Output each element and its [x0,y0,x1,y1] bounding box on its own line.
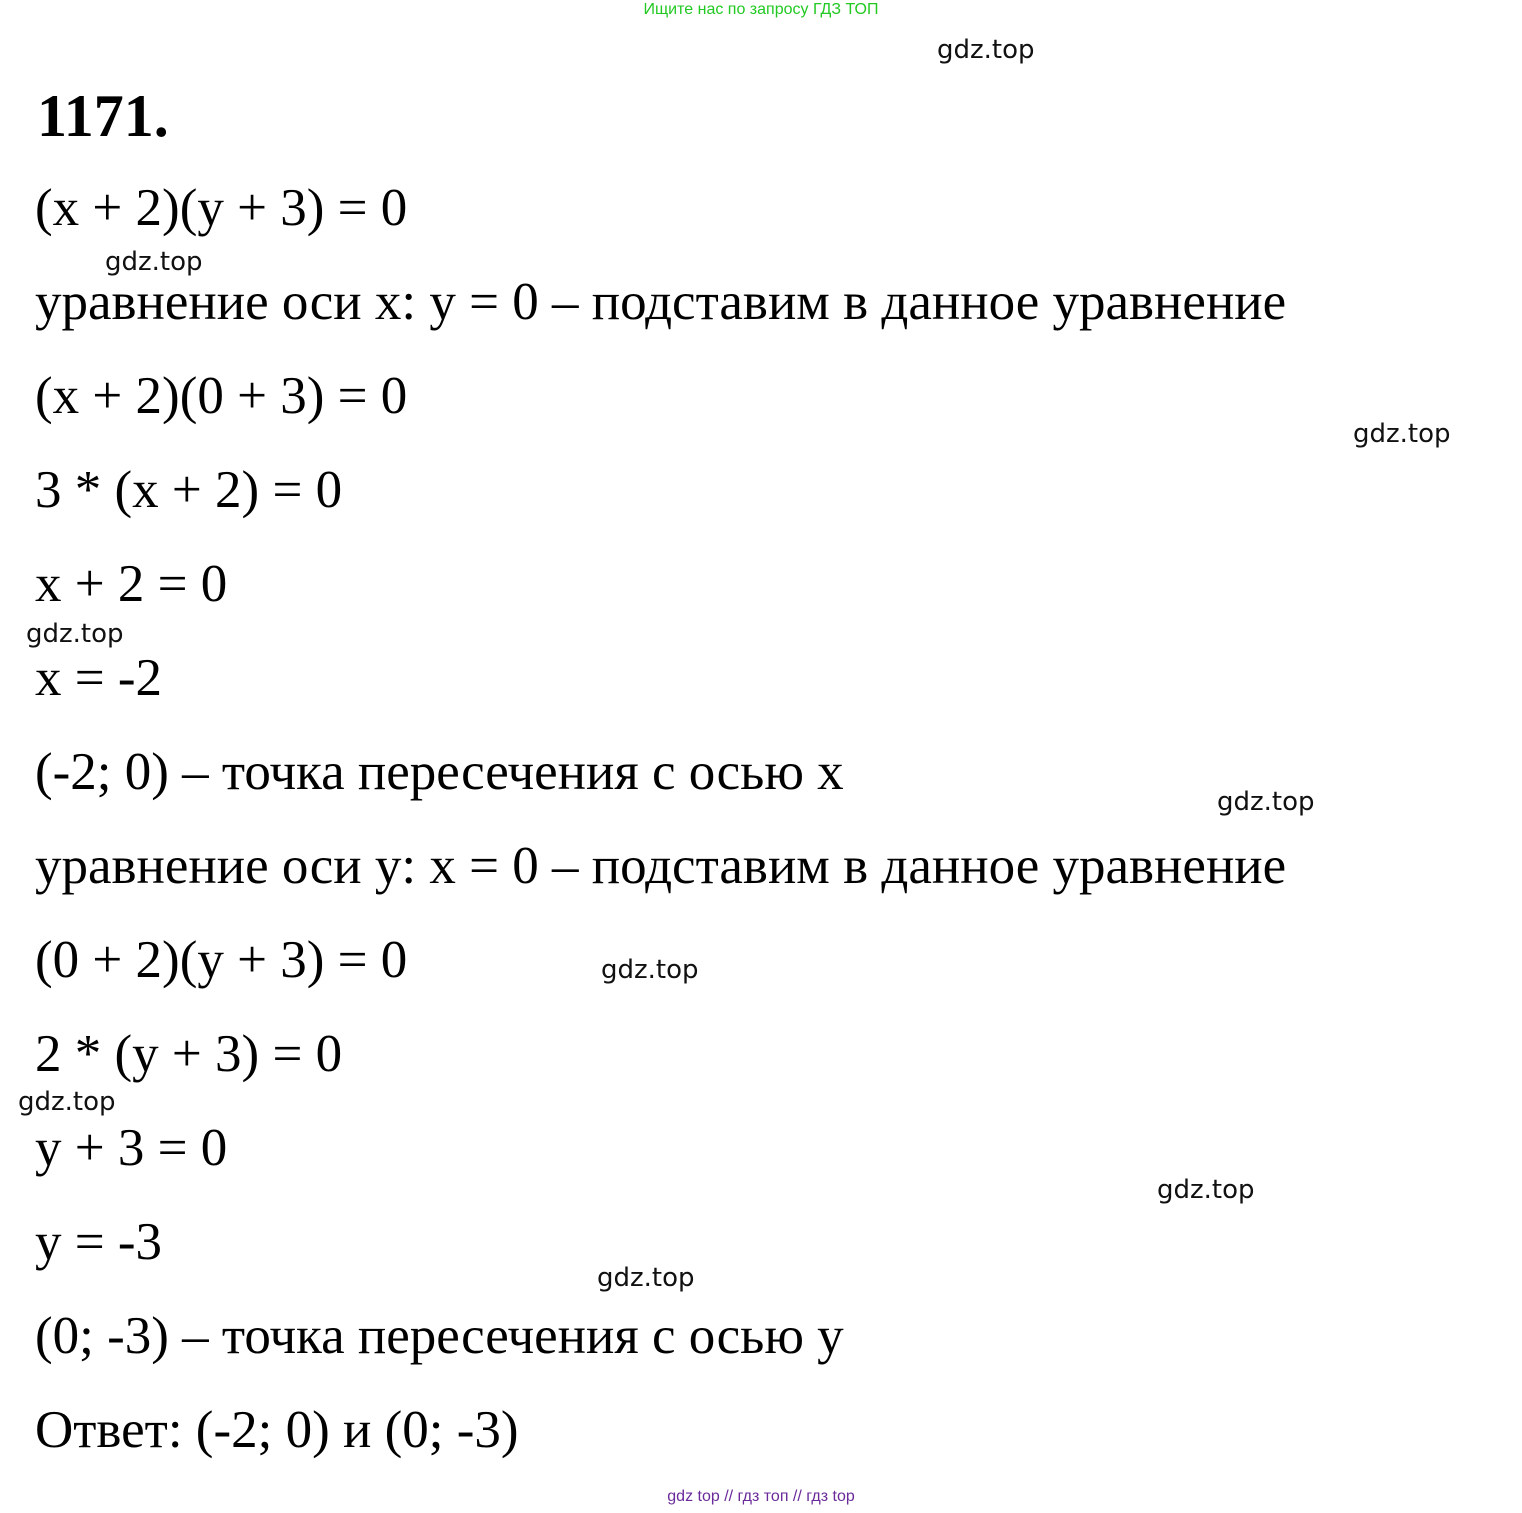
solution-line: x + 2 = 0 [35,555,228,613]
solution-line: x = -2 [35,649,163,707]
solution-line: (x + 2)(y + 3) = 0 [35,179,408,237]
watermark: gdz.top [105,247,203,277]
watermark: gdz.top [26,619,124,649]
solution-line: y = -3 [35,1213,163,1271]
watermark: gdz.top [937,35,1035,65]
watermark: gdz.top [1353,419,1451,449]
solution-line: (0; -3) – точка пересечения с осью y [35,1307,844,1365]
solution-line: (-2; 0) – точка пересечения с осью x [35,743,844,801]
solution-line: (x + 2)(0 + 3) = 0 [35,367,408,425]
top-banner: Ищите нас по запросу ГДЗ ТОП [643,1,879,18]
watermark: gdz.top [597,1263,695,1293]
footer-links: gdz top // гдз топ // гдз top [667,1488,855,1505]
watermark: gdz.top [601,955,699,985]
solution-line: уравнение оси y: x = 0 – подставим в данное уравнение [35,837,1287,895]
solution-line: 3 * (x + 2) = 0 [35,461,343,519]
watermark: gdz.top [18,1087,116,1117]
solution-line: (0 + 2)(y + 3) = 0 [35,931,408,989]
answer-line: Ответ: (-2; 0) и (0; -3) [35,1401,519,1459]
solution-line: уравнение оси x: y = 0 – подставим в данное уравнение [35,273,1287,331]
watermark: gdz.top [1217,787,1315,817]
watermark: gdz.top [1157,1175,1255,1205]
solution-line: 2 * (y + 3) = 0 [35,1025,343,1083]
solution-line: y + 3 = 0 [35,1119,228,1177]
problem-number: 1171. [37,83,169,149]
